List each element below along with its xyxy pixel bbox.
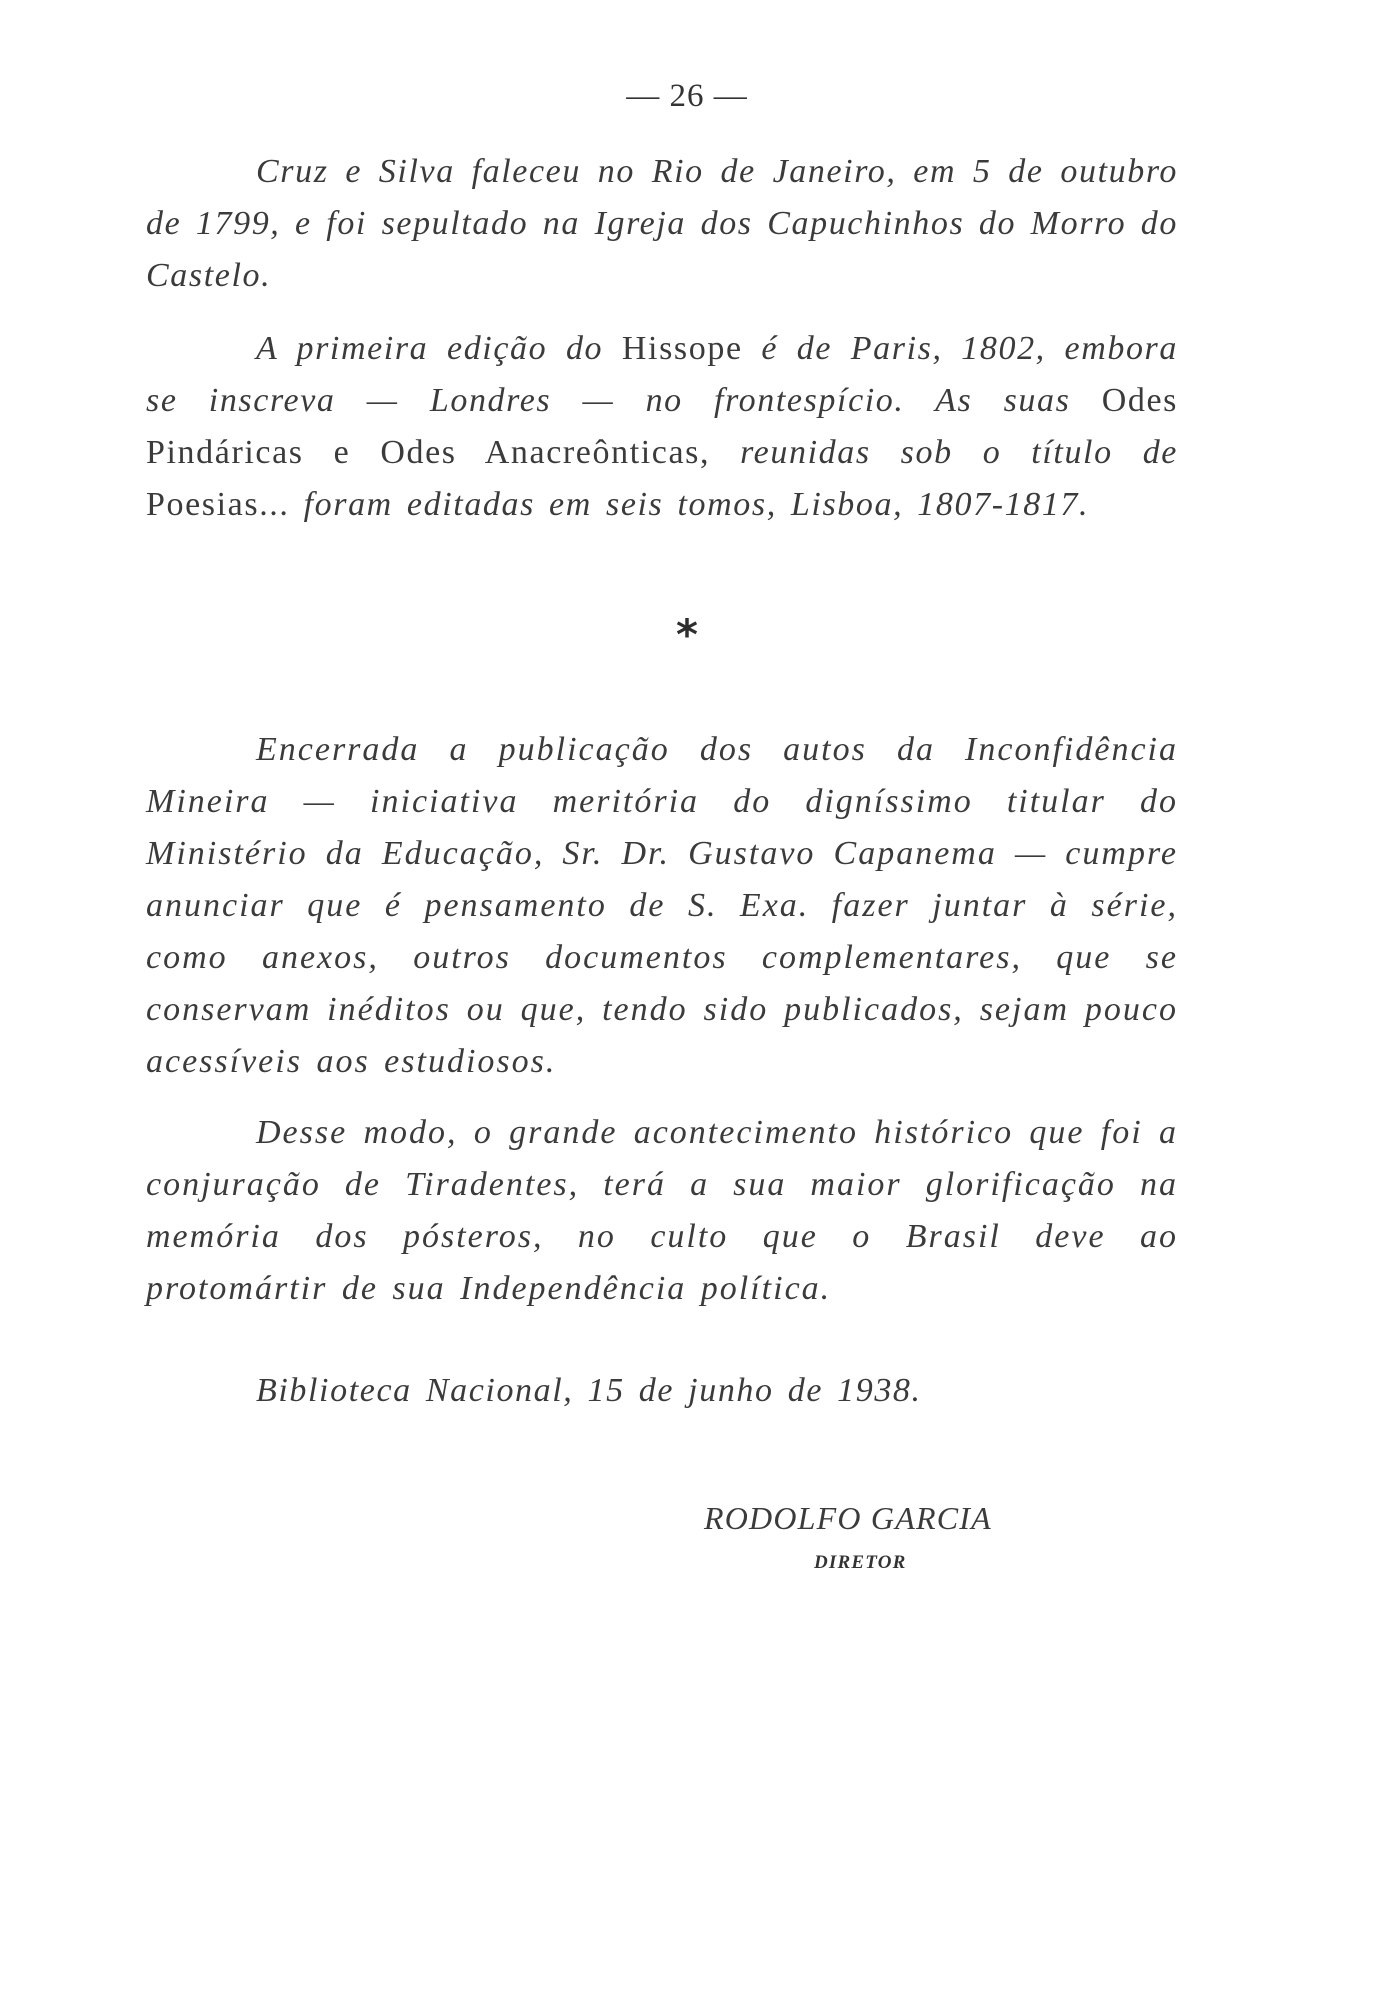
editions-text-4: foram editadas em seis tomos, Lisboa, 1807-1817. xyxy=(289,486,1090,523)
editions-text-2: é de Paris, 1802, embora se inscreva — Londres — no frontespício. As suas xyxy=(146,330,1178,419)
paragraph-editions xyxy=(146,323,1178,531)
editions-text-1: A primeira edição do xyxy=(256,330,622,367)
paragraph-announcement: Encerrada a publicação dos autos da Inconfidência Mineira — iniciativa meritória do digníssimo titular do Ministério da Educação, Sr. Dr. Gustavo Capanema — cumpre anunciar que é pensamento de S. Exa. fazer juntar à série, como anexos, outros documentos complementares, que se conservam inéditos ou que, tendo sido publicados, sejam pouco acessíveis aos estudiosos. xyxy=(146,731,1178,1080)
work-title-odes: Odes Pindáricas e Odes Anacreônticas, xyxy=(146,382,1178,471)
paragraph-death-note: Cruz e Silva faleceu no Rio de Janeiro, em 5 de outubro de 1799, e foi sepultado na Igreja dos Capuchinhos do Morro do Castelo. xyxy=(146,153,1178,294)
signer-name: RODOLFO GARCIA xyxy=(704,1500,992,1536)
editions-text-3: reunidas sob o título de xyxy=(710,434,1178,471)
signer-title: DIRETOR xyxy=(814,1552,907,1573)
paragraph-conclusion: Desse modo, o grande acontecimento histórico que foi a conjuração de Tiradentes, terá a sua maior glorificação na memória dos pósteros, no culto que o Brasil deve ao protomártir de sua Independência política. xyxy=(146,1114,1178,1307)
place-date-line: Biblioteca Nacional, 15 de junho de 1938. xyxy=(256,1372,922,1409)
work-title-hissope: Hissope xyxy=(621,330,743,367)
section-separator-asterisk: * xyxy=(676,610,698,659)
page-number: — 26 — xyxy=(626,78,748,114)
work-title-poesias: Poesias... xyxy=(146,486,290,523)
